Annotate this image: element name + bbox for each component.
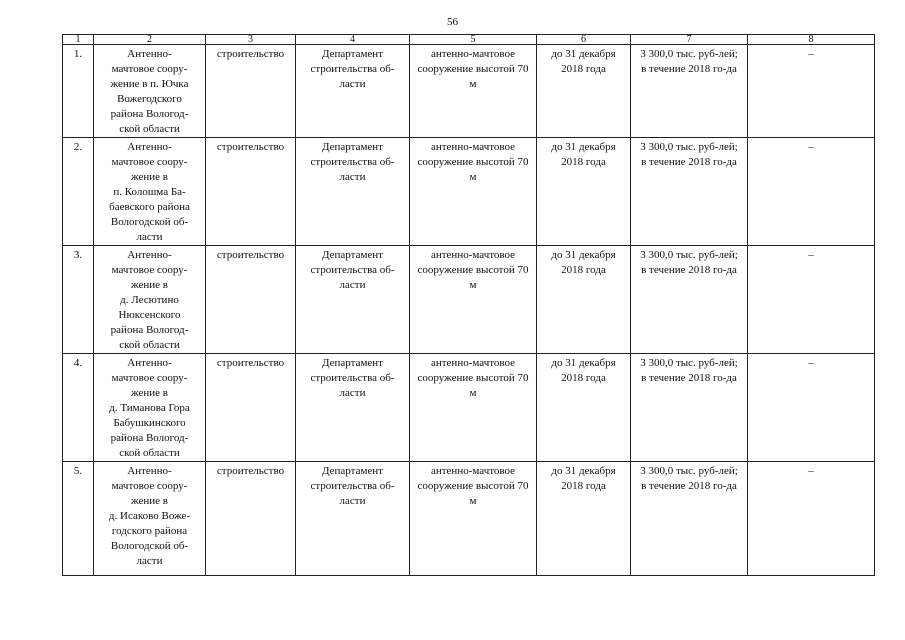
column-number: 4 bbox=[296, 35, 410, 45]
document-table bbox=[62, 34, 875, 576]
column-number: 3 bbox=[206, 35, 296, 45]
table-row bbox=[63, 138, 875, 246]
object-description: антенно-мачтовое сооружение высотой 70 м bbox=[410, 462, 537, 576]
column-number: 1 bbox=[63, 35, 94, 45]
work-type: строительство bbox=[206, 246, 296, 354]
column-number: 8 bbox=[748, 35, 875, 45]
column-number: 5 bbox=[410, 35, 537, 45]
object-description: антенно-мачтовое сооружение высотой 70 м bbox=[410, 138, 537, 246]
work-type: строительство bbox=[206, 138, 296, 246]
object-name: Антенно- мачтовое соору- жение в п. Колошма Ба- баевского района Вологодской об- ласти bbox=[94, 138, 206, 246]
row-number: 4. bbox=[63, 354, 94, 462]
note: – bbox=[748, 246, 875, 354]
row-number: 3. bbox=[63, 246, 94, 354]
table-row bbox=[63, 354, 875, 462]
object-description: антенно-мачтовое сооружение высотой 70 м bbox=[410, 45, 537, 138]
page-number: 56 bbox=[447, 16, 458, 28]
note: – bbox=[748, 462, 875, 576]
funding: 3 300,0 тыс. руб-лей; в течение 2018 го-да bbox=[631, 462, 748, 576]
table-row bbox=[63, 462, 875, 576]
row-number: 1. bbox=[63, 45, 94, 138]
note: – bbox=[748, 45, 875, 138]
responsible-agency: Департамент строительства об-ласти bbox=[296, 45, 410, 138]
note: – bbox=[748, 138, 875, 246]
object-name: Антенно- мачтовое соору- жение в п. Ючка Вожегодского района Вологод- ской области bbox=[94, 45, 206, 138]
object-name: Антенно- мачтовое соору- жение в д. Тиманова Гора Бабушкинского района Вологод- ской области bbox=[94, 354, 206, 462]
funding: 3 300,0 тыс. руб-лей; в течение 2018 го-да bbox=[631, 354, 748, 462]
column-number-row bbox=[63, 35, 875, 45]
funding: 3 300,0 тыс. руб-лей; в течение 2018 го-да bbox=[631, 246, 748, 354]
column-number: 6 bbox=[537, 35, 631, 45]
object-description: антенно-мачтовое сооружение высотой 70 м bbox=[410, 246, 537, 354]
responsible-agency: Департамент строительства об-ласти bbox=[296, 246, 410, 354]
column-number: 7 bbox=[631, 35, 748, 45]
work-type: строительство bbox=[206, 354, 296, 462]
row-number: 5. bbox=[63, 462, 94, 576]
object-name: Антенно- мачтовое соору- жение в д. Лесютино Нюксенского района Вологод- ской области bbox=[94, 246, 206, 354]
funding: 3 300,0 тыс. руб-лей; в течение 2018 го-да bbox=[631, 45, 748, 138]
deadline: до 31 декабря 2018 года bbox=[537, 246, 631, 354]
deadline: до 31 декабря 2018 года bbox=[537, 138, 631, 246]
deadline: до 31 декабря 2018 года bbox=[537, 462, 631, 576]
responsible-agency: Департамент строительства об-ласти bbox=[296, 138, 410, 246]
row-number: 2. bbox=[63, 138, 94, 246]
object-name: Антенно- мачтовое соору- жение в д. Исаково Воже- годского района Вологодской об- ласти bbox=[94, 462, 206, 576]
table-row bbox=[63, 45, 875, 138]
table-row bbox=[63, 246, 875, 354]
funding: 3 300,0 тыс. руб-лей; в течение 2018 го-да bbox=[631, 138, 748, 246]
deadline: до 31 декабря 2018 года bbox=[537, 45, 631, 138]
note: – bbox=[748, 354, 875, 462]
column-number: 2 bbox=[94, 35, 206, 45]
work-type: строительство bbox=[206, 462, 296, 576]
responsible-agency: Департамент строительства об-ласти bbox=[296, 354, 410, 462]
object-description: антенно-мачтовое сооружение высотой 70 м bbox=[410, 354, 537, 462]
work-type: строительство bbox=[206, 45, 296, 138]
responsible-agency: Департамент строительства об-ласти bbox=[296, 462, 410, 576]
deadline: до 31 декабря 2018 года bbox=[537, 354, 631, 462]
